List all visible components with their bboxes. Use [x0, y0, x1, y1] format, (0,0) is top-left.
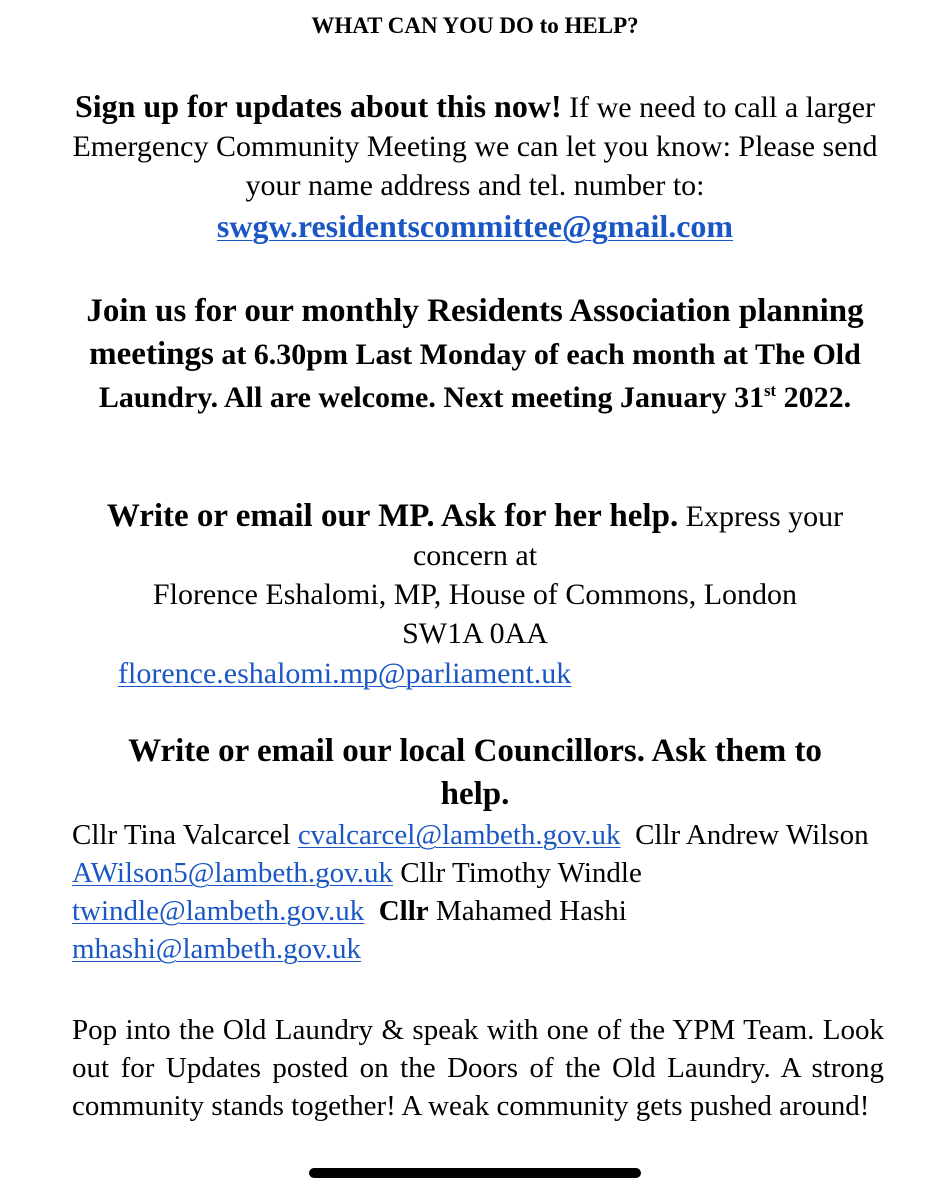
date-suffix: st — [764, 381, 777, 400]
councillors-heading-line2: help. — [440, 776, 510, 812]
signup-section — [60, 87, 890, 246]
residents-committee-email-link[interactable]: swgw.residentscommittee@gmail.com — [216, 208, 734, 244]
signup-text: If we need to call a larger Emergency Community Meeting we can let you know: Please send your name address and tel. number to: — [72, 91, 878, 202]
councillor-2-name: Cllr Andrew Wilson — [635, 819, 869, 851]
councillor-2-email-link[interactable]: AWilson5@lambeth.gov.uk — [72, 857, 393, 889]
popin-paragraph: Pop into the Old Laundry & speak with one of the YPM Team. Look out for Updates posted on the Doors of the Old Laundry. A strong community stands together! A weak community gets pushed around! — [72, 1014, 884, 1122]
signup-lead: Sign up for updates about this now! — [74, 88, 562, 124]
councillor-1-email-link[interactable]: cvalcarcel@lambeth.gov.uk — [297, 819, 621, 851]
councillors-heading-line1: Write or email our local Councillors. Ask them to — [128, 733, 822, 769]
meetings-section — [70, 290, 880, 419]
councillor-4-email-link[interactable]: mhashi@lambeth.gov.uk — [72, 933, 362, 965]
mp-lead: Write or email our MP. Ask for her help. — [106, 498, 679, 534]
meetings-year: 2022. — [783, 381, 852, 414]
mp-email-link[interactable]: florence.eshalomi.mp@parliament.uk — [118, 657, 572, 690]
meetings-lead: Join us for our monthly Residents Association planning meetings — [86, 293, 864, 372]
councillor-4-name: Mahamed Hashi — [435, 895, 627, 927]
meetings-text: at 6.30pm Last Monday of each month at The Old Laundry. All are welcome. Next meeting January 31 — [98, 338, 861, 414]
mp-section — [60, 497, 890, 653]
mp-text: Express your concern at — [412, 500, 844, 572]
mp-address-line2: SW1A 0AA — [402, 617, 548, 650]
councillors-list — [72, 816, 882, 968]
councillors-heading — [40, 730, 910, 816]
mp-address-line1: Florence Eshalomi, MP, House of Commons, London — [152, 578, 798, 611]
page-heading: WHAT CAN YOU DO to HELP? — [311, 13, 639, 38]
councillor-1-name: Cllr Tina Valcarcel — [72, 819, 291, 851]
councillor-3-name: Cllr Timothy Windle — [400, 857, 642, 889]
home-indicator[interactable] — [309, 1168, 641, 1178]
councillor-3-email-link[interactable]: twindle@lambeth.gov.uk — [72, 895, 365, 927]
councillor-4-title: Cllr — [378, 895, 429, 927]
